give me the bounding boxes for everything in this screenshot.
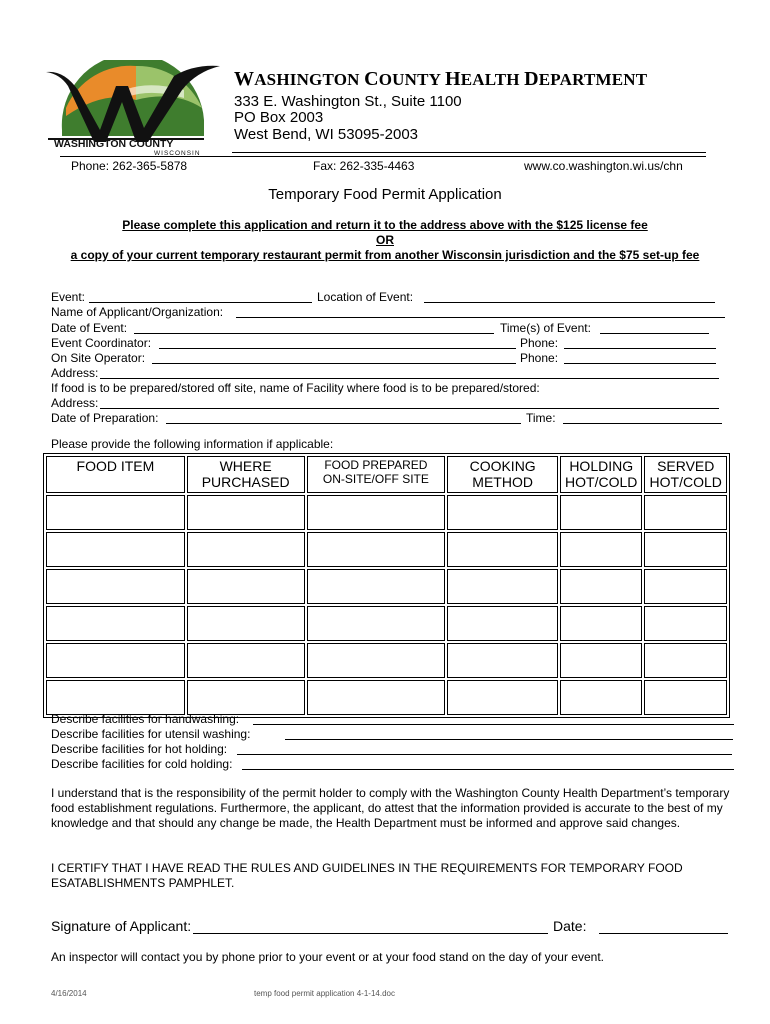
operator-phone-input[interactable] xyxy=(564,363,716,364)
times-of-event-label: Time(s) of Event: xyxy=(500,321,591,335)
table-cell[interactable] xyxy=(447,606,558,641)
table-cell[interactable] xyxy=(187,532,305,567)
table-row xyxy=(46,495,727,530)
organization-name: WASHINGTON COUNTY HEALTH DEPARTMENT xyxy=(234,68,648,90)
table-cell[interactable] xyxy=(307,606,446,641)
table-cell[interactable] xyxy=(560,606,642,641)
table-cell[interactable] xyxy=(187,606,305,641)
location-input[interactable] xyxy=(424,302,715,303)
footer-date: 4/16/2014 xyxy=(51,989,87,998)
table-cell[interactable] xyxy=(307,643,446,678)
location-label: Location of Event: xyxy=(317,290,414,304)
table-row xyxy=(46,680,727,715)
instruction-line-3: a copy of your current temporary restaurant permit from another Wisconsin jurisdiction and the $75 set-up fee xyxy=(70,248,700,262)
table-cell[interactable] xyxy=(307,532,446,567)
table-cell[interactable] xyxy=(46,569,185,604)
table-cell[interactable] xyxy=(644,606,727,641)
table-cell[interactable] xyxy=(644,680,727,715)
applicant-input[interactable] xyxy=(236,317,725,318)
table-cell[interactable] xyxy=(560,569,642,604)
address-line-2: PO Box 2003 xyxy=(234,109,324,126)
table-cell[interactable] xyxy=(187,680,305,715)
table-header-row xyxy=(46,456,727,493)
header-where-purchased: WHERE PURCHASED xyxy=(187,456,305,493)
operator-phone-label: Phone: xyxy=(520,351,559,365)
header-holding: HOLDING HOT/COLD xyxy=(560,456,642,493)
website-link[interactable]: www.co.washington.wi.us/chn xyxy=(524,159,683,173)
understanding-statement: I understand that is the responsibility of the permit holder to comply with the Washington County Health Department’s temporary food establishment regulations. Furthermore, the applicant, do attest that the information provided is accurate to the best of my knowledge and that should any change be made, the Health Department must be informed and approve said changes. xyxy=(51,786,730,830)
table-cell[interactable] xyxy=(307,680,446,715)
table-cell[interactable] xyxy=(447,495,558,530)
header-cooking-method: COOKING METHOD xyxy=(447,456,558,493)
event-input[interactable] xyxy=(89,302,312,303)
certify-statement: I CERTIFY THAT I HAVE READ THE RULES AND GUIDELINES IN THE REQUIREMENTS FOR TEMPORARY FOOD ESATABLISHMENTS PAMPHLET. xyxy=(51,861,683,890)
header-food-prepared: FOOD PREPARED ON-SITE/OFF SITE xyxy=(307,456,446,493)
table-cell[interactable] xyxy=(644,495,727,530)
table-cell[interactable] xyxy=(187,569,305,604)
phone-number: Phone: 262-365-5878 xyxy=(71,159,188,173)
logo-text-sub: WISCONSIN xyxy=(154,150,201,156)
coordinator-input[interactable] xyxy=(159,348,516,349)
handwashing-label: Describe facilities for handwashing: xyxy=(51,712,240,726)
inspector-note: An inspector will contact you by phone prior to your event or at your food stand on the day of your event. xyxy=(51,950,604,964)
hot-holding-label: Describe facilities for hot holding: xyxy=(51,742,228,756)
table-cell[interactable] xyxy=(307,569,446,604)
operator-input[interactable] xyxy=(152,363,516,364)
table-cell[interactable] xyxy=(644,532,727,567)
coordinator-phone-label: Phone: xyxy=(520,336,559,350)
table-cell[interactable] xyxy=(447,532,558,567)
table-cell[interactable] xyxy=(560,532,642,567)
table-row xyxy=(46,569,727,604)
table-cell[interactable] xyxy=(46,532,185,567)
address-line-1: 333 E. Washington St., Suite 1100 xyxy=(234,93,462,110)
handwashing-input[interactable] xyxy=(253,724,734,725)
form-title: Temporary Food Permit Application xyxy=(268,186,502,203)
table-intro: Please provide the following information if applicable: xyxy=(51,437,334,451)
offsite-question: If food is to be prepared/stored off site, name of Facility where food is to be prepared/stored: xyxy=(51,381,540,395)
instruction-line-1: Please complete this application and return it to the address above with the $125 license fee xyxy=(122,218,648,232)
address-label: Address: xyxy=(51,366,99,380)
date-of-event-input[interactable] xyxy=(134,333,494,334)
table-cell[interactable] xyxy=(447,569,558,604)
times-of-event-input[interactable] xyxy=(600,333,709,334)
address-line-3: West Bend, WI 53095-2003 xyxy=(234,126,418,143)
table-cell[interactable] xyxy=(644,569,727,604)
table-cell[interactable] xyxy=(307,495,446,530)
coordinator-phone-input[interactable] xyxy=(564,348,716,349)
date-of-preparation-input[interactable] xyxy=(166,423,521,424)
table-cell[interactable] xyxy=(46,680,185,715)
instruction-or: OR xyxy=(376,233,394,247)
preparation-time-label: Time: xyxy=(526,411,556,425)
offsite-address-label: Address: xyxy=(51,396,99,410)
table-row xyxy=(46,643,727,678)
table-cell[interactable] xyxy=(46,495,185,530)
header-served: SERVED HOT/COLD xyxy=(644,456,727,493)
table-cell[interactable] xyxy=(560,495,642,530)
cold-holding-input[interactable] xyxy=(242,769,734,770)
preparation-time-input[interactable] xyxy=(563,423,722,424)
utensil-washing-label: Describe facilities for utensil washing: xyxy=(51,727,251,741)
hot-holding-input[interactable] xyxy=(237,754,732,755)
washington-county-logo xyxy=(44,60,226,156)
event-label: Event: xyxy=(51,290,86,304)
table-cell[interactable] xyxy=(187,643,305,678)
date-label: Date: xyxy=(553,918,587,934)
signature-input[interactable] xyxy=(193,933,548,934)
address-input[interactable] xyxy=(100,378,719,379)
table-cell[interactable] xyxy=(447,643,558,678)
table-cell[interactable] xyxy=(46,643,185,678)
table-cell[interactable] xyxy=(560,643,642,678)
operator-label: On Site Operator: xyxy=(51,351,146,365)
table-cell[interactable] xyxy=(187,495,305,530)
applicant-label: Name of Applicant/Organization: xyxy=(51,305,224,319)
table-row xyxy=(46,532,727,567)
table-cell[interactable] xyxy=(560,680,642,715)
table-cell[interactable] xyxy=(46,606,185,641)
date-of-preparation-label: Date of Preparation: xyxy=(51,411,159,425)
coordinator-label: Event Coordinator: xyxy=(51,336,152,350)
table-cell[interactable] xyxy=(447,680,558,715)
food-items-table xyxy=(43,453,730,718)
cold-holding-label: Describe facilities for cold holding: xyxy=(51,757,233,771)
logo-text-main: WASHINGTON COUNTY xyxy=(54,138,174,150)
footer-filename: temp food permit application 4-1-14.doc xyxy=(254,989,395,998)
signature-label: Signature of Applicant: xyxy=(51,918,192,934)
header-food-item: FOOD ITEM xyxy=(46,456,185,493)
table-cell[interactable] xyxy=(644,643,727,678)
offsite-address-input[interactable] xyxy=(100,408,719,409)
table-row xyxy=(46,606,727,641)
utensil-washing-input[interactable] xyxy=(285,739,733,740)
fax-number: Fax: 262-335-4463 xyxy=(313,159,415,173)
date-input[interactable] xyxy=(599,933,728,934)
header-rule xyxy=(232,152,706,153)
header-rule-2 xyxy=(60,156,706,157)
date-of-event-label: Date of Event: xyxy=(51,321,128,335)
